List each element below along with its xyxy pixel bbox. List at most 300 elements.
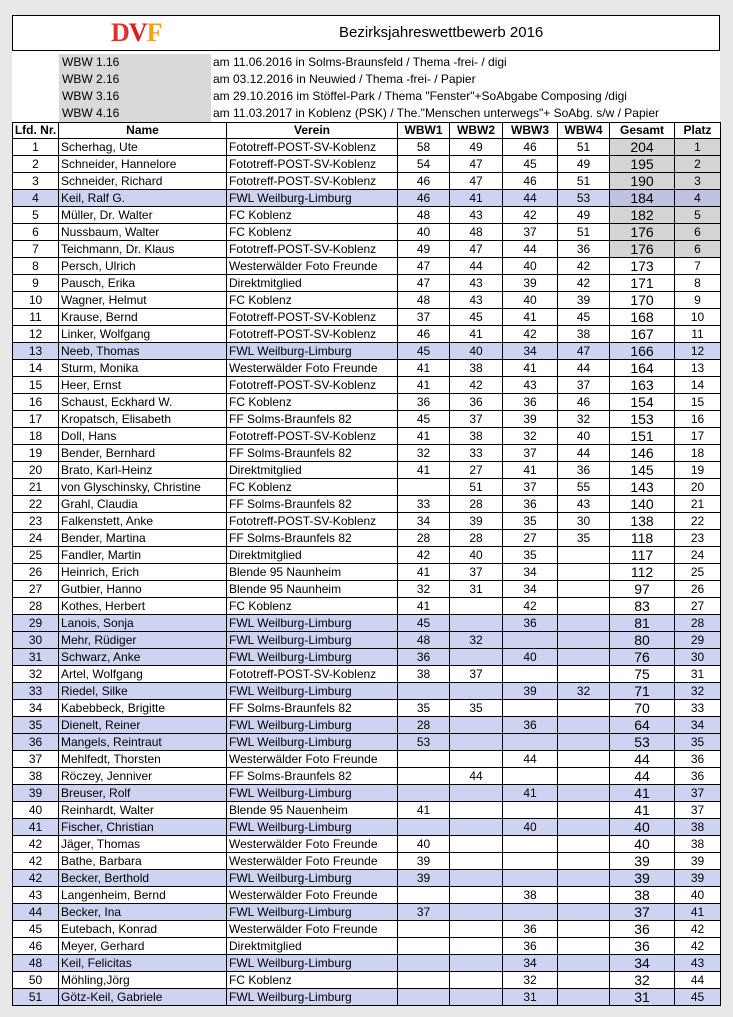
col-gesamt-cell: 163 [610,377,675,394]
col-wbw3-cell: 36 [503,938,558,955]
table-row [13,547,721,564]
col-wbw2-cell [450,683,503,700]
col-name-cell: Neeb, Thomas [59,343,227,360]
col-platz-cell: 4 [675,190,721,207]
col-verein-cell: Direktmitglied [227,462,398,479]
col-wbw1-cell: 28 [398,717,450,734]
col-name-cell: Dienelt, Reiner [59,717,227,734]
col-wbw1-cell: 37 [398,904,450,921]
col-verein-cell: FF Solms-Braunfels 82 [227,445,398,462]
col-platz-cell: 37 [675,802,721,819]
col-verein-cell: FC Koblenz [227,224,398,241]
table-row [13,649,721,666]
col-wbw4-cell: 51 [558,224,610,241]
col-wbw2-cell [450,598,503,615]
col-wbw3-cell [503,632,558,649]
col-gesamt-cell: 37 [610,904,675,921]
competition-description: am 11.06.2016 in Solms-Braunsfeld / Thema -frei- / digi [213,55,507,69]
col-name-cell: Becker, Berthold [59,870,227,887]
col-wbw2-cell [450,904,503,921]
col-lfd-nr-header: Lfd. Nr. [13,123,59,139]
col-wbw3-cell [503,666,558,683]
col-verein-cell: FWL Weilburg-Limburg [227,904,398,921]
col-wbw4-cell: 49 [558,156,610,173]
col-wbw4-cell [558,768,610,785]
table-row [13,870,721,887]
col-gesamt-cell: 80 [610,632,675,649]
col-wbw2-cell: 32 [450,632,503,649]
col-lfd-nr-cell: 35 [13,717,59,734]
col-wbw3-cell [503,768,558,785]
col-gesamt-cell: 145 [610,462,675,479]
col-name-cell: Doll, Hans [59,428,227,445]
col-verein-cell: Fototreff-POST-SV-Koblenz [227,513,398,530]
col-wbw4-cell [558,870,610,887]
col-verein-cell: Westerwälder Foto Freunde [227,921,398,938]
col-wbw2-cell: 40 [450,343,503,360]
col-platz-cell: 36 [675,768,721,785]
table-row [13,751,721,768]
col-wbw2-cell: 40 [450,547,503,564]
col-lfd-nr-cell: 51 [13,989,59,1006]
table-row [13,734,721,751]
col-verein-cell: Westerwälder Foto Freunde [227,360,398,377]
col-wbw4-cell [558,751,610,768]
col-wbw3-cell: 37 [503,445,558,462]
col-wbw3-cell: 41 [503,462,558,479]
col-wbw2-cell: 48 [450,224,503,241]
col-wbw3-cell: 34 [503,564,558,581]
col-wbw2-cell [450,802,503,819]
col-name-cell: Becker, Ina [59,904,227,921]
col-wbw2-cell [450,887,503,904]
col-verein-cell: FWL Weilburg-Limburg [227,717,398,734]
col-platz-cell: 19 [675,462,721,479]
col-platz-cell: 18 [675,445,721,462]
col-wbw2-cell: 31 [450,581,503,598]
competition-tag: WBW 4.16 [59,105,211,122]
page-title: Bezirksjahreswettbewerb 2016 [339,24,544,41]
col-gesamt-cell: 171 [610,275,675,292]
col-wbw2-cell: 37 [450,666,503,683]
col-wbw3-cell: 36 [503,615,558,632]
col-wbw2-cell: 45 [450,309,503,326]
col-verein-cell: FC Koblenz [227,394,398,411]
col-wbw2-cell: 28 [450,530,503,547]
col-verein-cell: FC Koblenz [227,292,398,309]
dvf-logo: DVF [111,18,162,47]
col-gesamt-cell: 168 [610,309,675,326]
col-gesamt-cell: 41 [610,785,675,802]
col-name-cell: Langenheim, Bernd [59,887,227,904]
col-gesamt-cell: 40 [610,836,675,853]
col-platz-cell: 21 [675,496,721,513]
col-wbw2-cell: 41 [450,190,503,207]
col-wbw3-cell: 40 [503,649,558,666]
col-wbw3-cell: 36 [503,394,558,411]
col-wbw1-cell: 45 [398,615,450,632]
col-wbw3-cell: 37 [503,224,558,241]
col-platz-cell: 3 [675,173,721,190]
col-wbw3-cell: 42 [503,207,558,224]
col-wbw3-cell: 44 [503,241,558,258]
col-verein-cell: Westerwälder Foto Freunde [227,887,398,904]
table-row [13,972,721,989]
col-wbw4-cell: 35 [558,530,610,547]
col-verein-cell: Westerwälder Foto Freunde [227,258,398,275]
col-lfd-nr-cell: 46 [13,938,59,955]
col-platz-cell: 7 [675,258,721,275]
col-wbw3-cell [503,700,558,717]
col-name-cell: Breuser, Rolf [59,785,227,802]
table-row [13,768,721,785]
col-platz-cell: 13 [675,360,721,377]
col-name-cell: Schaust, Eckhard W. [59,394,227,411]
col-name-cell: Meyer, Gerhard [59,938,227,955]
col-lfd-nr-cell: 36 [13,734,59,751]
col-platz-cell: 32 [675,683,721,700]
table-row [13,513,721,530]
col-platz-cell: 35 [675,734,721,751]
sheet-header [12,15,720,51]
col-verein-cell: FF Solms-Braunfels 82 [227,496,398,513]
col-wbw2-cell: 36 [450,394,503,411]
table-row [13,785,721,802]
col-gesamt-cell: 176 [610,224,675,241]
col-platz-cell: 45 [675,989,721,1006]
col-wbw2-cell: 41 [450,326,503,343]
col-gesamt-cell: 140 [610,496,675,513]
col-gesamt-cell: 170 [610,292,675,309]
table-row [13,564,721,581]
col-wbw2-cell: 37 [450,564,503,581]
col-lfd-nr-cell: 30 [13,632,59,649]
col-lfd-nr-cell: 23 [13,513,59,530]
col-verein-cell: FF Solms-Braunfels 82 [227,530,398,547]
col-gesamt-cell: 44 [610,768,675,785]
table-header-row [13,123,721,139]
col-wbw3-cell [503,904,558,921]
col-gesamt-cell: 36 [610,921,675,938]
col-wbw2-cell [450,921,503,938]
col-wbw1-cell: 41 [398,462,450,479]
col-wbw3-cell: 40 [503,292,558,309]
col-wbw4-cell: 32 [558,411,610,428]
col-gesamt-cell: 81 [610,615,675,632]
col-wbw3-cell: 34 [503,581,558,598]
col-wbw4-cell [558,649,610,666]
col-wbw3-header: WBW3 [503,123,558,139]
col-verein-cell: FF Solms-Braunfels 82 [227,700,398,717]
col-wbw2-cell: 43 [450,275,503,292]
col-lfd-nr-cell: 7 [13,241,59,258]
table-row [13,717,721,734]
col-gesamt-cell: 38 [610,887,675,904]
col-wbw2-cell [450,989,503,1006]
col-platz-cell: 44 [675,972,721,989]
col-platz-cell: 22 [675,513,721,530]
col-wbw2-cell: 51 [450,479,503,496]
col-platz-cell: 17 [675,428,721,445]
col-platz-cell: 37 [675,785,721,802]
col-name-cell: Riedel, Silke [59,683,227,700]
col-platz-cell: 12 [675,343,721,360]
col-wbw4-cell: 43 [558,496,610,513]
col-name-cell: Schwarz, Anke [59,649,227,666]
col-gesamt-cell: 36 [610,938,675,955]
col-wbw1-cell [398,972,450,989]
col-wbw4-cell: 53 [558,190,610,207]
col-name-cell: Persch, Ulrich [59,258,227,275]
col-gesamt-cell: 167 [610,326,675,343]
col-wbw2-cell: 27 [450,462,503,479]
col-wbw1-cell: 46 [398,190,450,207]
col-verein-cell: Westerwälder Foto Freunde [227,853,398,870]
col-wbw3-cell: 42 [503,326,558,343]
col-wbw1-cell: 45 [398,343,450,360]
col-wbw4-cell: 45 [558,309,610,326]
results-sheet [12,15,720,1006]
col-wbw1-cell [398,989,450,1006]
col-name-cell: Sturm, Monika [59,360,227,377]
col-name-cell: Mangels, Reintraut [59,734,227,751]
table-row [13,666,721,683]
col-gesamt-cell: 32 [610,972,675,989]
col-verein-cell: FC Koblenz [227,207,398,224]
col-verein-cell: FWL Weilburg-Limburg [227,785,398,802]
col-wbw3-cell: 39 [503,683,558,700]
col-wbw1-cell: 47 [398,258,450,275]
col-platz-cell: 16 [675,411,721,428]
table-row [13,394,721,411]
col-lfd-nr-cell: 31 [13,649,59,666]
col-wbw3-cell: 46 [503,139,558,156]
col-wbw4-cell: 51 [558,139,610,156]
col-wbw3-cell: 39 [503,411,558,428]
col-lfd-nr-cell: 43 [13,887,59,904]
col-wbw2-cell [450,836,503,853]
col-lfd-nr-cell: 40 [13,802,59,819]
col-wbw4-cell [558,785,610,802]
col-gesamt-cell: 40 [610,819,675,836]
col-wbw3-cell: 40 [503,819,558,836]
col-wbw2-cell: 38 [450,360,503,377]
col-wbw4-cell [558,581,610,598]
col-lfd-nr-cell: 13 [13,343,59,360]
col-wbw4-cell [558,802,610,819]
col-wbw3-cell: 41 [503,785,558,802]
col-lfd-nr-cell: 26 [13,564,59,581]
table-row [13,598,721,615]
col-wbw2-cell: 47 [450,156,503,173]
col-gesamt-cell: 70 [610,700,675,717]
col-platz-cell: 9 [675,292,721,309]
col-wbw1-cell: 47 [398,275,450,292]
col-wbw2-cell: 42 [450,377,503,394]
col-lfd-nr-cell: 11 [13,309,59,326]
table-row [13,173,721,190]
col-verein-cell: Fototreff-POST-SV-Koblenz [227,377,398,394]
col-wbw4-cell [558,564,610,581]
col-verein-cell: FC Koblenz [227,598,398,615]
col-wbw1-cell [398,751,450,768]
col-wbw3-cell: 36 [503,717,558,734]
col-platz-cell: 26 [675,581,721,598]
col-verein-cell: Fototreff-POST-SV-Koblenz [227,666,398,683]
col-wbw2-cell [450,717,503,734]
table-row [13,887,721,904]
col-name-cell: Kropatsch, Elisabeth [59,411,227,428]
col-wbw4-cell: 42 [558,258,610,275]
col-name-cell: Pausch, Erika [59,275,227,292]
col-wbw4-cell: 44 [558,445,610,462]
col-gesamt-cell: 117 [610,547,675,564]
col-wbw1-cell: 48 [398,292,450,309]
col-wbw1-cell: 58 [398,139,450,156]
col-wbw1-cell: 45 [398,411,450,428]
col-wbw3-cell [503,836,558,853]
col-wbw1-cell: 39 [398,870,450,887]
col-lfd-nr-cell: 16 [13,394,59,411]
col-wbw1-cell: 36 [398,649,450,666]
col-verein-cell: FF Solms-Braunfels 82 [227,768,398,785]
col-wbw3-cell: 32 [503,972,558,989]
col-wbw1-cell: 37 [398,309,450,326]
col-name-cell: Kothes, Herbert [59,598,227,615]
col-name-cell: Mehr, Rüdiger [59,632,227,649]
col-platz-cell: 6 [675,241,721,258]
col-wbw1-cell [398,785,450,802]
col-wbw4-cell [558,734,610,751]
col-gesamt-cell: 118 [610,530,675,547]
competition-tag: WBW 1.16 [59,54,211,71]
col-platz-cell: 28 [675,615,721,632]
col-gesamt-cell: 143 [610,479,675,496]
col-wbw2-cell [450,972,503,989]
competition-info [12,54,720,122]
col-platz-cell: 41 [675,904,721,921]
col-verein-cell: FWL Weilburg-Limburg [227,870,398,887]
col-lfd-nr-cell: 10 [13,292,59,309]
col-platz-cell: 39 [675,853,721,870]
col-verein-cell: FC Koblenz [227,972,398,989]
col-gesamt-cell: 184 [610,190,675,207]
competition-description: am 29.10.2016 im Stöffel-Park / Thema "Fenster"+SoAbgabe Composing /digi [213,89,627,103]
col-gesamt-cell: 182 [610,207,675,224]
col-wbw1-cell: 33 [398,496,450,513]
col-gesamt-cell: 41 [610,802,675,819]
info-row [12,71,720,88]
col-wbw1-cell [398,768,450,785]
table-row [13,700,721,717]
col-wbw3-cell: 35 [503,513,558,530]
col-verein-cell: Direktmitglied [227,547,398,564]
col-wbw4-cell: 47 [558,343,610,360]
col-lfd-nr-cell: 32 [13,666,59,683]
col-platz-cell: 25 [675,564,721,581]
col-gesamt-cell: 151 [610,428,675,445]
table-row [13,904,721,921]
col-verein-cell: Blende 95 Naunheim [227,564,398,581]
col-wbw4-header: WBW4 [558,123,610,139]
col-platz-cell: 5 [675,207,721,224]
col-wbw3-cell: 37 [503,479,558,496]
col-lfd-nr-cell: 15 [13,377,59,394]
col-wbw1-cell [398,938,450,955]
col-lfd-nr-cell: 34 [13,700,59,717]
col-gesamt-cell: 75 [610,666,675,683]
col-wbw4-cell: 40 [558,428,610,445]
table-row [13,819,721,836]
col-wbw3-cell: 44 [503,190,558,207]
col-wbw2-cell: 43 [450,292,503,309]
col-name-cell: Röczey, Jenniver [59,768,227,785]
col-gesamt-cell: 146 [610,445,675,462]
col-wbw2-cell: 44 [450,768,503,785]
col-wbw1-cell: 42 [398,547,450,564]
col-platz-cell: 29 [675,632,721,649]
table-row [13,343,721,360]
table-row [13,938,721,955]
table-row [13,428,721,445]
col-lfd-nr-cell: 42 [13,870,59,887]
col-name-cell: Jäger, Thomas [59,836,227,853]
col-wbw2-cell: 37 [450,411,503,428]
col-lfd-nr-cell: 1 [13,139,59,156]
col-wbw4-cell [558,921,610,938]
col-name-cell: Teichmann, Dr. Klaus [59,241,227,258]
col-wbw3-cell: 45 [503,156,558,173]
table-row [13,445,721,462]
col-name-cell: Möhling,Jörg [59,972,227,989]
col-wbw2-cell: 43 [450,207,503,224]
col-wbw2-cell [450,785,503,802]
col-gesamt-cell: 153 [610,411,675,428]
col-wbw1-cell: 53 [398,734,450,751]
table-row [13,683,721,700]
col-name-cell: Scherhag, Ute [59,139,227,156]
info-row [12,54,720,71]
col-name-cell: Fandler, Martin [59,547,227,564]
col-verein-cell: Fototreff-POST-SV-Koblenz [227,139,398,156]
col-wbw1-cell: 41 [398,428,450,445]
col-wbw4-cell [558,904,610,921]
col-name-cell: Lanois, Sonja [59,615,227,632]
col-platz-cell: 8 [675,275,721,292]
competition-description: am 03.12.2016 in Neuwied / Thema -frei- / Papier [213,72,476,86]
col-wbw4-cell: 42 [558,275,610,292]
col-platz-cell: 2 [675,156,721,173]
col-wbw3-cell: 40 [503,258,558,275]
col-wbw1-cell: 32 [398,581,450,598]
col-wbw4-cell: 32 [558,683,610,700]
col-platz-cell: 27 [675,598,721,615]
col-wbw2-cell [450,955,503,972]
col-lfd-nr-cell: 48 [13,955,59,972]
col-wbw4-cell: 39 [558,292,610,309]
col-wbw3-cell: 38 [503,887,558,904]
col-lfd-nr-cell: 3 [13,173,59,190]
col-wbw2-header: WBW2 [450,123,503,139]
col-wbw1-cell [398,683,450,700]
col-wbw2-cell: 47 [450,241,503,258]
col-wbw4-cell [558,836,610,853]
col-platz-cell: 30 [675,649,721,666]
results-table [12,122,721,1006]
col-name-cell: Eutebach, Konrad [59,921,227,938]
col-gesamt-cell: 195 [610,156,675,173]
competition-description: am 11.03.2017 in Koblenz (PSK) / The."Menschen unterwegs"+ SoAbg. s/w / Papier [213,106,659,120]
